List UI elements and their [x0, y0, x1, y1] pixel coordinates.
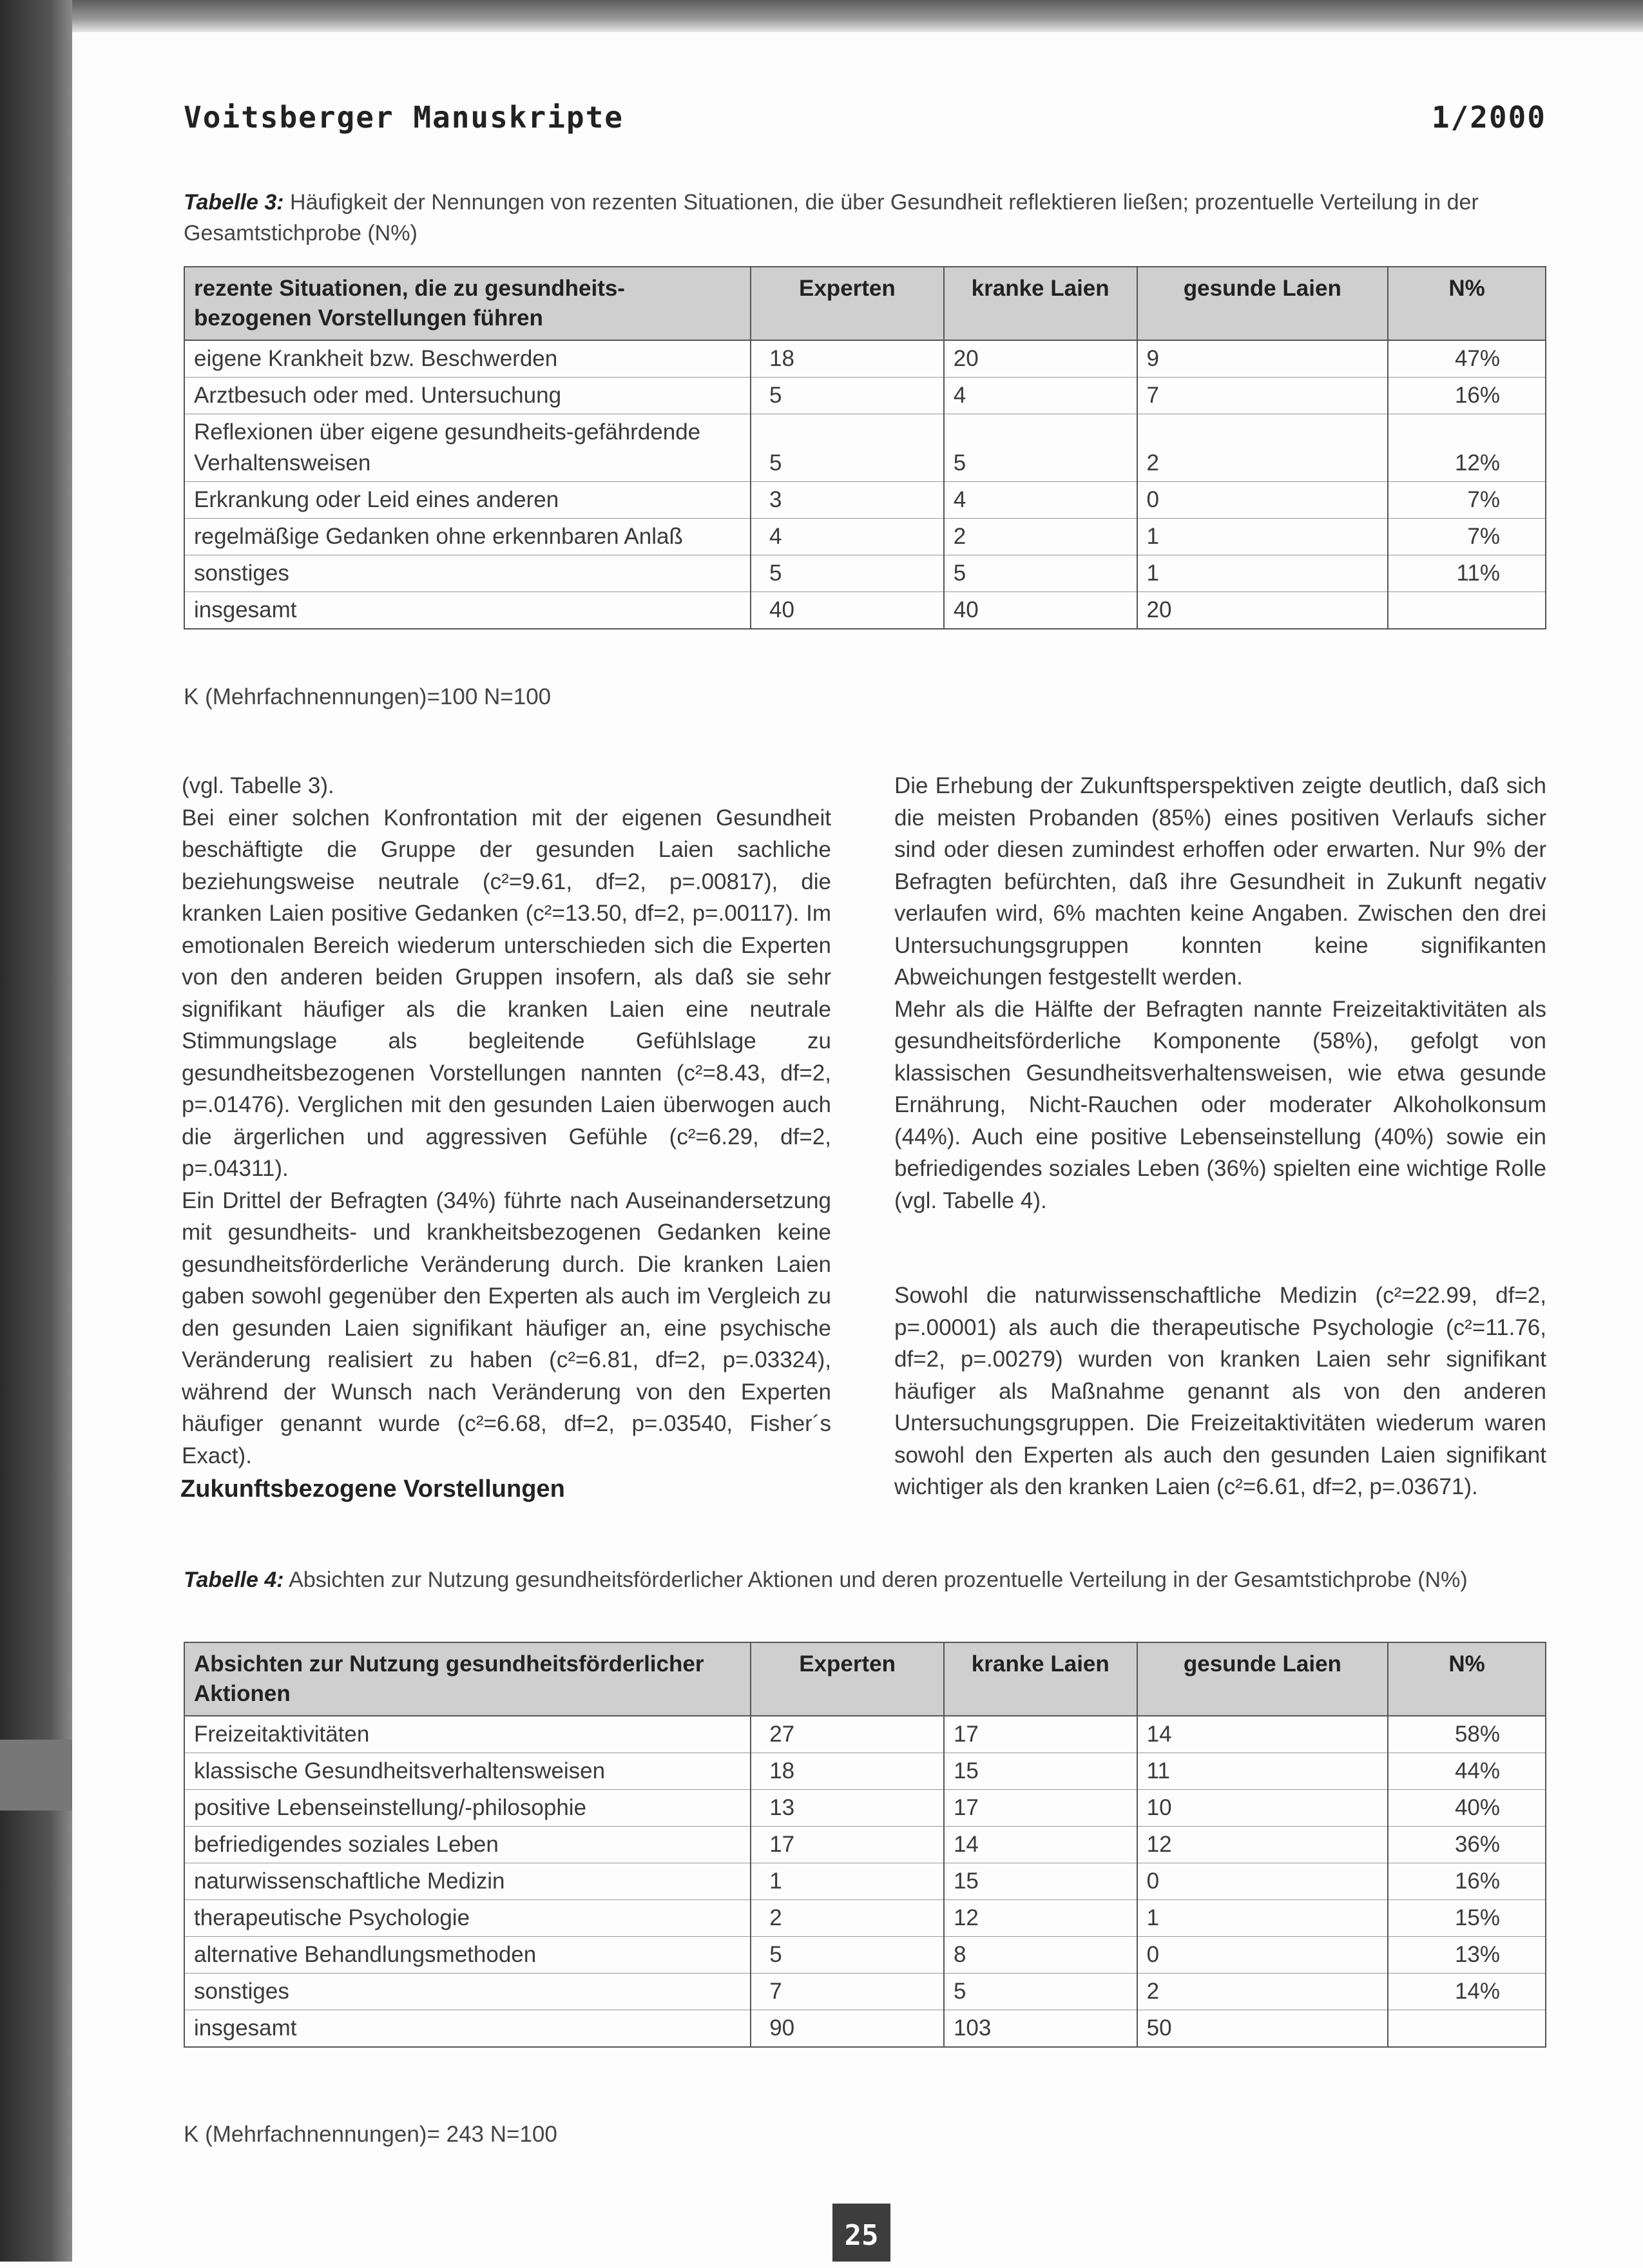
table-row: [184, 1937, 1546, 1974]
table-cell: 2: [751, 1900, 944, 1937]
paragraph: Bei einer solchen Konfrontation mit der eigenen Gesundheit beschäftigte die Gruppe der gesunden Laien sachliche beziehungsweise neutrale (c²=9.61, df=2, p=.00817), die kranken Laien positive Gedanken (c²=13.50, df=2, p=.00117). Im emotionalen Bereich wiederum unterschieden sich die Experten von den anderen beiden Gruppen insofern, als daß sie sehr signifikant häufiger als die kranken Laien eine neutrale Stimmungslage als begleitende Gefühlslage zu gesundheitsbezogenen Vorstellungen nannten (c²=8.43, df=2, p=.01476). Verglichen mit den gesunden Laien überwogen auch die ärgerlichen und aggressiven Gefühle (c²=6.29, df=2, p=.04311).: [182, 805, 831, 1181]
table-cell: 4: [944, 482, 1137, 519]
section-heading: Zukunftsbezogene Vorstellungen: [180, 1475, 565, 1503]
table-cell: 47%: [1388, 340, 1546, 378]
table-cell: sonstiges: [184, 555, 751, 592]
table-cell: 18: [751, 1753, 944, 1790]
table-cell: 40: [944, 592, 1137, 629]
table-cell: 17: [751, 1827, 944, 1863]
table-cell: 7: [1137, 378, 1388, 414]
table-cell: 2: [1137, 1974, 1388, 2010]
journal-title: Voitsberger Manuskripte: [184, 100, 624, 135]
table-cell: 10: [1137, 1790, 1388, 1827]
table-cell: 7: [751, 1974, 944, 2010]
table-header-row: [184, 267, 1546, 340]
table-cell: 0: [1137, 482, 1388, 519]
table3-caption: [184, 187, 1546, 249]
table-cell: klassische Gesundheitsverhaltensweisen: [184, 1753, 751, 1790]
table-row: [184, 2010, 1546, 2048]
table-cell: 13: [751, 1790, 944, 1827]
table-cell: 5: [944, 1974, 1137, 2010]
table-cell: therapeutische Psychologie: [184, 1900, 751, 1937]
table-cell: 16%: [1388, 1863, 1546, 1900]
table-cell: 36%: [1388, 1827, 1546, 1863]
table-cell: 13%: [1388, 1937, 1546, 1974]
running-header: [184, 100, 1546, 145]
paragraph: Sowohl die naturwissenschaftliche Medizin (c²=22.99, df=2, p=.00001) als auch die therapeutische Psychologie (c²=11.76, df=2, p=.00279) wurden von kranken Laien sehr signifikant häufiger als Maßnahme genannt als von den anderen Untersuchungsgruppen. Die Freizeitaktivitäten wiederum waren sowohl den Experten als auch den gesunden Laien signifikant wichtiger als den kranken Laien (c²=6.61, df=2, p=.03671).: [894, 1283, 1546, 1499]
table-row: [184, 1863, 1546, 1900]
right-text-column: [894, 770, 1546, 1503]
paragraph: Mehr als die Hälfte der Befragten nannte Freizeitaktivitäten als gesundheitsförderliche Komponente (58%), gefolgt von klassischen Gesundheitsverhaltensweisen, wie etwa gesunde Ernährung, Nicht-Rauchen oder moderater Alkoholkonsum (44%). Auch eine positive Lebenseinstellung (40%) sowie ein befriedigendes soziales Leben (36%) spielten eine wichtige Rolle (vgl. Tabelle 4).: [894, 996, 1546, 1213]
table-cell: 11: [1137, 1753, 1388, 1790]
column-header: Absichten zur Nutzung gesundheitsförderlicher Aktionen: [184, 1642, 751, 1716]
table-cell: 7%: [1388, 482, 1546, 519]
table-cell: befriedigendes soziales Leben: [184, 1827, 751, 1863]
table-cell: 44%: [1388, 1753, 1546, 1790]
table4: [184, 1642, 1546, 2048]
table-cell: 17: [944, 1716, 1137, 1753]
table-row: [184, 1974, 1546, 2010]
table-cell: 9: [1137, 340, 1388, 378]
table-cell: 12%: [1388, 414, 1546, 482]
table-row: [184, 555, 1546, 592]
table-cell: 103: [944, 2010, 1137, 2048]
table-row: [184, 1827, 1546, 1863]
table-cell: 5: [751, 555, 944, 592]
table-cell: 1: [1137, 555, 1388, 592]
table-row: [184, 482, 1546, 519]
table-cell: 11%: [1388, 555, 1546, 592]
table4-label: Tabelle 4:: [184, 1568, 284, 1592]
table-cell: 5: [944, 414, 1137, 482]
table-cell: 0: [1137, 1937, 1388, 1974]
table-cell: 2: [944, 519, 1137, 555]
table4-footnote: K (Mehrfachnennungen)= 243 N=100: [184, 2122, 557, 2147]
table-cell: 50: [1137, 2010, 1388, 2048]
table-cell: 15: [944, 1753, 1137, 1790]
table-cell: 15: [944, 1863, 1137, 1900]
table-cell: 17: [944, 1790, 1137, 1827]
table-cell: 15%: [1388, 1900, 1546, 1937]
table-cell: 8: [944, 1937, 1137, 1974]
table-cell: 27: [751, 1716, 944, 1753]
table-row: [184, 1753, 1546, 1790]
column-header: Experten: [751, 267, 944, 340]
table-cell: 58%: [1388, 1716, 1546, 1753]
table-cell: 40%: [1388, 1790, 1546, 1827]
table3-caption-text: Häufigkeit der Nennungen von rezenten Situationen, die über Gesundheit reflektieren ließen; prozentuelle Verteilung in der Gesamtstichprobe (N%): [184, 190, 1479, 245]
table3-label: Tabelle 3:: [184, 190, 284, 215]
table-cell: 4: [944, 378, 1137, 414]
table4-caption-text: Absichten zur Nutzung gesundheitsförderlicher Aktionen und deren prozentuelle Verteilung in der Gesamtstichprobe (N%): [289, 1568, 1468, 1592]
table-row: [184, 340, 1546, 378]
table3: [184, 266, 1546, 629]
table-cell: 5: [751, 1937, 944, 1974]
table-cell: naturwissenschaftliche Medizin: [184, 1863, 751, 1900]
column-header: kranke Laien: [944, 1642, 1137, 1716]
paragraph: (vgl. Tabelle 3).: [182, 773, 334, 798]
table-cell: 1: [1137, 1900, 1388, 1937]
table-cell: 1: [751, 1863, 944, 1900]
table-row: [184, 414, 1546, 482]
table-row: [184, 1790, 1546, 1827]
table4-caption: [184, 1564, 1546, 1595]
column-header: kranke Laien: [944, 267, 1137, 340]
table-cell: 20: [1137, 592, 1388, 629]
column-header: N%: [1388, 267, 1546, 340]
table-cell: 5: [944, 555, 1137, 592]
column-header: rezente Situationen, die zu gesundheits-bezogenen Vorstellungen führen: [184, 267, 751, 340]
table-cell: positive Lebenseinstellung/-philosophie: [184, 1790, 751, 1827]
table-cell: Reflexionen über eigene gesundheits-gefährdende Verhaltensweisen: [184, 414, 751, 482]
column-header: gesunde Laien: [1137, 1642, 1388, 1716]
table-row: [184, 1716, 1546, 1753]
table-cell: 5: [751, 414, 944, 482]
table-row: [184, 378, 1546, 414]
table-row: [184, 1900, 1546, 1937]
table-cell: Erkrankung oder Leid eines anderen: [184, 482, 751, 519]
scan-edge-top: [0, 0, 1643, 32]
page-number: 25: [832, 2204, 890, 2262]
table-cell: 14: [1137, 1716, 1388, 1753]
table-cell: sonstiges: [184, 1974, 751, 2010]
left-text-column: [182, 770, 831, 1472]
table-cell: 14: [944, 1827, 1137, 1863]
table-cell: alternative Behandlungsmethoden: [184, 1937, 751, 1974]
table-cell: 12: [1137, 1827, 1388, 1863]
paragraph: Ein Drittel der Befragten (34%) führte nach Auseinandersetzung mit gesundheits- und krankheitsbezogenen Gedanken keine gesundheitsförderliche Veränderung durch. Die kranken Laien gaben sowohl gegenüber den Experten als auch im Vergleich zu den gesunden Laien signifikant häufiger an, eine psychische Veränderung realisiert zu haben (c²=6.81, df=2, p=.03324), während der Wunsch nach Veränderung von den Experten häufiger genannt wurde (c²=6.68, df=2, p=.03540, Fisher´s Exact).: [182, 1187, 831, 1468]
table-cell: insgesamt: [184, 2010, 751, 2048]
table-cell: 20: [944, 340, 1137, 378]
table-cell: [1388, 592, 1546, 629]
table-cell: insgesamt: [184, 592, 751, 629]
scan-edge-left: [0, 0, 72, 2262]
table-cell: eigene Krankheit bzw. Beschwerden: [184, 340, 751, 378]
table-cell: 14%: [1388, 1974, 1546, 2010]
table-cell: 7%: [1388, 519, 1546, 555]
table-cell: 1: [1137, 519, 1388, 555]
table-cell: 40: [751, 592, 944, 629]
table-cell: 0: [1137, 1863, 1388, 1900]
column-header: N%: [1388, 1642, 1546, 1716]
table-cell: regelmäßige Gedanken ohne erkennbaren Anlaß: [184, 519, 751, 555]
column-header: Experten: [751, 1642, 944, 1716]
paragraph: Die Erhebung der Zukunftsperspektiven zeigte deutlich, daß sich die meisten Probanden (85%) eines positiven Verlaufs sicher sind oder diesen zumindest erhoffen oder erwarten. Nur 9% der Befragten befürchten, daß ihre Gesundheit in Zukunft negativ verlaufen wird, 6% machten keine Angaben. Zwischen den drei Untersuchungsgruppen konnten keine signifikanten Abweichungen festgestellt werden.: [894, 773, 1546, 990]
table-cell: 16%: [1388, 378, 1546, 414]
table-cell: 18: [751, 340, 944, 378]
issue-number: 1/2000: [1431, 100, 1546, 135]
table-cell: 3: [751, 482, 944, 519]
scan-clip: [0, 1740, 72, 1811]
table-cell: 4: [751, 519, 944, 555]
table-cell: Arztbesuch oder med. Untersuchung: [184, 378, 751, 414]
table3-footnote: K (Mehrfachnennungen)=100 N=100: [184, 684, 552, 709]
table-cell: 90: [751, 2010, 944, 2048]
table-row: [184, 519, 1546, 555]
column-header: gesunde Laien: [1137, 267, 1388, 340]
table-header-row: [184, 1642, 1546, 1716]
table-cell: Freizeitaktivitäten: [184, 1716, 751, 1753]
table-row: [184, 592, 1546, 629]
table-cell: 12: [944, 1900, 1137, 1937]
table-cell: [1388, 2010, 1546, 2048]
table-cell: 2: [1137, 414, 1388, 482]
table-cell: 5: [751, 378, 944, 414]
